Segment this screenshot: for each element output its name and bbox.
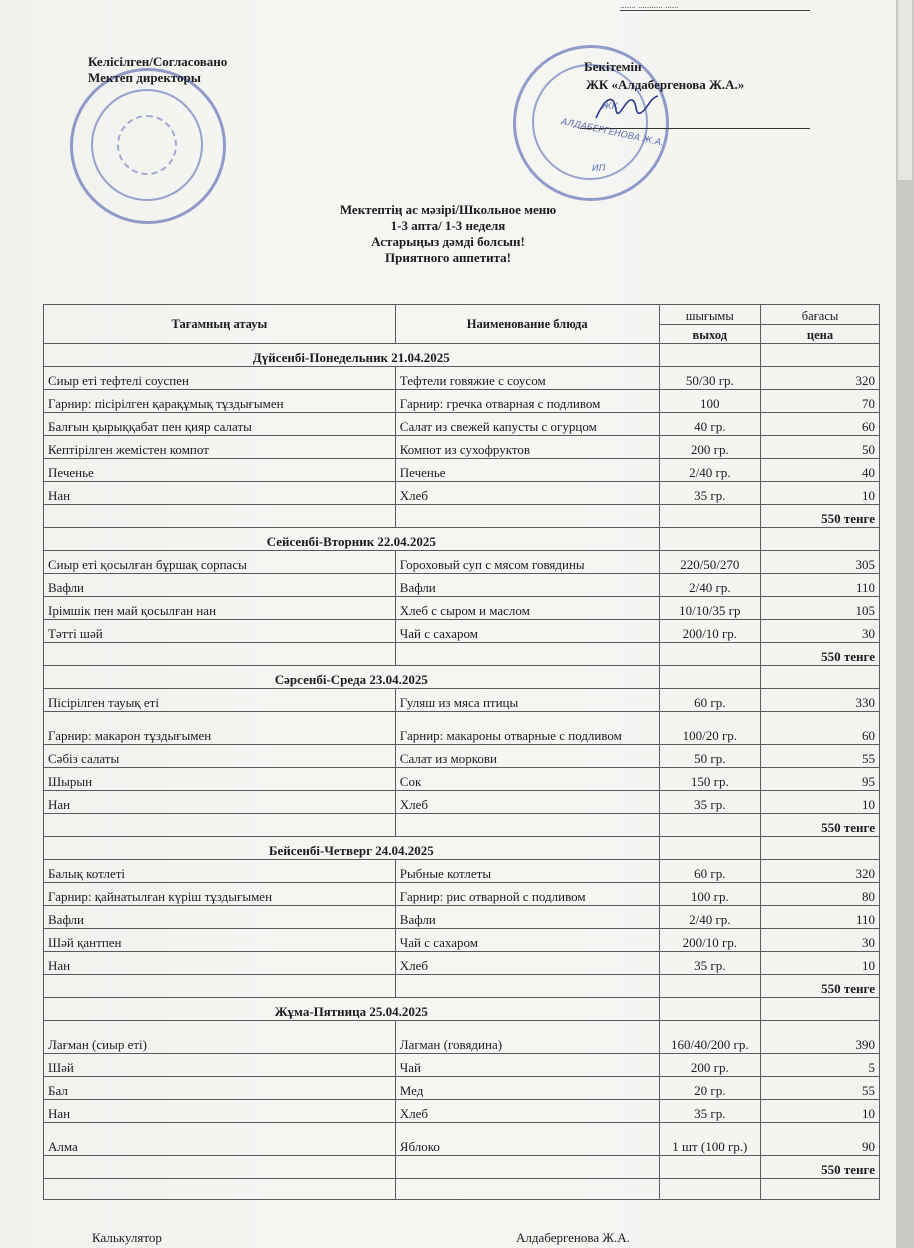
signature-line <box>580 128 810 129</box>
blank-row <box>44 1179 880 1200</box>
empty-cell <box>659 666 760 689</box>
dish-name-ru: Печенье <box>395 459 659 482</box>
dish-name-ru: Хлеб <box>395 1100 659 1123</box>
dish-name-kz: Печенье <box>44 459 396 482</box>
header-name-ru: Наименование блюда <box>395 305 659 344</box>
dish-name-kz: Нан <box>44 791 396 814</box>
empty-cell <box>659 505 760 528</box>
header-price-kz: бағасы <box>761 305 880 325</box>
dish-name-kz: Гарнир: қайнатылған күріш тұздығымен <box>44 883 396 906</box>
empty-cell <box>761 1179 880 1200</box>
dish-name-kz: Балық котлеті <box>44 860 396 883</box>
table-row <box>44 712 880 745</box>
dish-name-ru: Яблоко <box>395 1123 659 1156</box>
day-total: 550 тенге <box>761 1156 880 1179</box>
dish-output: 160/40/200 гр. <box>659 1021 760 1054</box>
dish-name-kz: Тәтті шәй <box>44 620 396 643</box>
dish-name-ru: Вафли <box>395 906 659 929</box>
dish-price: 50 <box>761 436 880 459</box>
empty-cell <box>44 505 396 528</box>
dish-price: 40 <box>761 459 880 482</box>
dish-output: 35 гр. <box>659 1100 760 1123</box>
dish-output: 35 гр. <box>659 952 760 975</box>
top-fragment-text: ....... ........... ...... <box>620 0 810 11</box>
dish-name-kz: Вафли <box>44 906 396 929</box>
dish-name-ru: Компот из сухофруктов <box>395 436 659 459</box>
empty-cell <box>659 837 760 860</box>
dish-name-ru: Вафли <box>395 574 659 597</box>
dish-output: 220/50/270 <box>659 551 760 574</box>
day-total-row <box>44 643 880 666</box>
approval-right <box>580 58 744 94</box>
day-total: 550 тенге <box>761 505 880 528</box>
empty-cell <box>44 643 396 666</box>
table-row <box>44 459 880 482</box>
table-row <box>44 745 880 768</box>
dish-name-kz: Вафли <box>44 574 396 597</box>
approval-left <box>88 54 227 86</box>
dish-name-kz: Шәй <box>44 1054 396 1077</box>
dish-name-ru: Салат из свежей капусты с огурцом <box>395 413 659 436</box>
empty-cell <box>761 998 880 1021</box>
approval-left-line1: Келісілген/Согласовано <box>88 54 228 69</box>
stamp-text-name: АЛДАБЕРГЕНОВА Ж.А. <box>560 117 665 149</box>
approval-right-line2: ЖК «Алдабергенова Ж.А.» <box>586 77 745 92</box>
dish-price: 10 <box>761 482 880 505</box>
dish-name-kz: Бал <box>44 1077 396 1100</box>
dish-output: 50/30 гр. <box>659 367 760 390</box>
dish-output: 60 гр. <box>659 689 760 712</box>
empty-cell <box>395 814 659 837</box>
stamp-text-ip: ИП <box>592 164 606 174</box>
dish-name-ru: Хлеб <box>395 482 659 505</box>
dish-output: 200/10 гр. <box>659 929 760 952</box>
day-total: 550 тенге <box>761 975 880 998</box>
empty-cell <box>659 814 760 837</box>
dish-price: 30 <box>761 620 880 643</box>
dish-price: 70 <box>761 390 880 413</box>
table-row <box>44 620 880 643</box>
day-header-row <box>44 344 880 367</box>
signature-icon <box>592 88 662 128</box>
day-title: Дүйсенбі-Понедельник 21.04.2025 <box>44 344 660 367</box>
dish-output: 2/40 гр. <box>659 574 760 597</box>
dish-output: 60 гр. <box>659 860 760 883</box>
empty-cell <box>761 344 880 367</box>
day-header-row <box>44 528 880 551</box>
dish-name-kz: Сәбіз салаты <box>44 745 396 768</box>
dish-name-ru: Хлеб <box>395 952 659 975</box>
dish-price: 95 <box>761 768 880 791</box>
dish-name-ru: Чай с сахаром <box>395 620 659 643</box>
dish-name-kz: Шәй қантпен <box>44 929 396 952</box>
table-row <box>44 574 880 597</box>
title-line3: Астарыңыз дәмді болсын! <box>371 234 525 249</box>
day-total: 550 тенге <box>761 814 880 837</box>
dish-price: 60 <box>761 413 880 436</box>
header-price-ru: цена <box>761 325 880 344</box>
dish-name-ru: Гарнир: макароны отварные с подливом <box>395 712 659 745</box>
empty-cell <box>761 837 880 860</box>
dish-output: 200 гр. <box>659 436 760 459</box>
table-row <box>44 367 880 390</box>
dish-output: 100 <box>659 390 760 413</box>
dish-name-kz: Лағман (сиыр еті) <box>44 1021 396 1054</box>
table-row <box>44 1123 880 1156</box>
empty-cell <box>659 975 760 998</box>
dish-price: 55 <box>761 1077 880 1100</box>
menu-table <box>43 304 880 1200</box>
dish-price: 10 <box>761 791 880 814</box>
stamp-text-zhk: ЖК <box>602 102 619 112</box>
empty-cell <box>395 1179 659 1200</box>
school-stamp-left <box>70 68 226 224</box>
table-row <box>44 1100 880 1123</box>
table-row <box>44 791 880 814</box>
dish-name-kz: Гарнир: пісірілген қарақұмық тұздығымен <box>44 390 396 413</box>
dish-output: 40 гр. <box>659 413 760 436</box>
empty-cell <box>659 1179 760 1200</box>
dish-name-kz: Нан <box>44 952 396 975</box>
footer-calculator: Калькулятор <box>92 1230 162 1245</box>
dish-name-ru: Хлеб с сыром и маслом <box>395 597 659 620</box>
day-total-row <box>44 505 880 528</box>
dish-name-ru: Хлеб <box>395 791 659 814</box>
dish-name-ru: Гуляш из мяса птицы <box>395 689 659 712</box>
table-row <box>44 482 880 505</box>
dish-name-ru: Лагман (говядина) <box>395 1021 659 1054</box>
table-row <box>44 390 880 413</box>
header-output-kz: шығымы <box>659 305 760 325</box>
dish-name-kz: Ірімшік пен май қосылған нан <box>44 597 396 620</box>
empty-cell <box>659 344 760 367</box>
empty-cell <box>44 814 396 837</box>
dish-output: 2/40 гр. <box>659 906 760 929</box>
dish-name-kz: Алма <box>44 1123 396 1156</box>
dish-price: 390 <box>761 1021 880 1054</box>
dish-output: 200 гр. <box>659 1054 760 1077</box>
title-line2: 1-3 апта/ 1-3 неделя <box>390 218 506 233</box>
day-total-row <box>44 975 880 998</box>
dish-name-kz: Пісірілген тауық еті <box>44 689 396 712</box>
table-row <box>44 689 880 712</box>
dish-output: 50 гр. <box>659 745 760 768</box>
stamp-emblem <box>117 115 177 175</box>
dish-price: 305 <box>761 551 880 574</box>
empty-cell <box>395 643 659 666</box>
dish-name-kz: Нан <box>44 1100 396 1123</box>
day-title: Бейсенбі-Четверг 24.04.2025 <box>44 837 660 860</box>
header-name-kz: Тағамның атауы <box>44 305 396 344</box>
empty-cell <box>44 1156 396 1179</box>
dish-output: 100 гр. <box>659 883 760 906</box>
dish-price: 330 <box>761 689 880 712</box>
day-total-row <box>44 814 880 837</box>
dish-price: 30 <box>761 929 880 952</box>
dish-price: 80 <box>761 883 880 906</box>
dish-name-kz: Балғын қырыққабат пен қияр салаты <box>44 413 396 436</box>
table-row <box>44 1054 880 1077</box>
empty-cell <box>44 975 396 998</box>
dish-name-ru: Рыбные котлеты <box>395 860 659 883</box>
dish-name-kz: Гарнир: макарон тұздығымен <box>44 712 396 745</box>
dish-output: 10/10/35 гр <box>659 597 760 620</box>
table-row <box>44 768 880 791</box>
dish-price: 105 <box>761 597 880 620</box>
footer-signatory: Алдабергенова Ж.А. <box>516 1230 630 1245</box>
dish-output: 35 гр. <box>659 482 760 505</box>
header-output-ru: выход <box>659 325 760 344</box>
page-title <box>0 202 896 266</box>
dish-price: 90 <box>761 1123 880 1156</box>
dish-name-kz: Сиыр еті тефтелі соуспен <box>44 367 396 390</box>
empty-cell <box>761 666 880 689</box>
day-title: Жұма-Пятница 25.04.2025 <box>44 998 660 1021</box>
dish-name-ru: Салат из моркови <box>395 745 659 768</box>
table-row <box>44 413 880 436</box>
day-header-row <box>44 666 880 689</box>
empty-cell <box>395 975 659 998</box>
dish-name-ru: Гороховый суп с мясом говядины <box>395 551 659 574</box>
day-total: 550 тенге <box>761 643 880 666</box>
dish-price: 10 <box>761 952 880 975</box>
empty-cell <box>659 643 760 666</box>
dish-output: 20 гр. <box>659 1077 760 1100</box>
dish-name-ru: Гарнир: гречка отварная с подливом <box>395 390 659 413</box>
empty-cell <box>659 998 760 1021</box>
title-line1: Мектептің ас мәзірі/Школьное меню <box>339 202 557 217</box>
dish-name-ru: Гарнир: рис отварной с подливом <box>395 883 659 906</box>
dish-price: 60 <box>761 712 880 745</box>
day-total-row <box>44 1156 880 1179</box>
day-header-row <box>44 837 880 860</box>
table-row <box>44 436 880 459</box>
dish-output: 35 гр. <box>659 791 760 814</box>
dish-name-kz: Шырын <box>44 768 396 791</box>
empty-cell <box>44 1179 396 1200</box>
dish-price: 110 <box>761 574 880 597</box>
empty-cell <box>395 505 659 528</box>
dish-output: 2/40 гр. <box>659 459 760 482</box>
dish-price: 320 <box>761 367 880 390</box>
empty-cell <box>659 1156 760 1179</box>
day-title: Сейсенбі-Вторник 22.04.2025 <box>44 528 660 551</box>
dish-output: 150 гр. <box>659 768 760 791</box>
day-title: Сәрсенбі-Среда 23.04.2025 <box>44 666 660 689</box>
dish-name-kz: Нан <box>44 482 396 505</box>
dish-output: 1 шт (100 гр.) <box>659 1123 760 1156</box>
dish-price: 10 <box>761 1100 880 1123</box>
dish-price: 5 <box>761 1054 880 1077</box>
dish-name-ru: Чай с сахаром <box>395 929 659 952</box>
empty-cell <box>395 1156 659 1179</box>
dish-name-ru: Тефтели говяжие с соусом <box>395 367 659 390</box>
table-row <box>44 883 880 906</box>
dish-name-kz: Сиыр еті қосылған бұршақ сорпасы <box>44 551 396 574</box>
dish-price: 110 <box>761 906 880 929</box>
table-row <box>44 1021 880 1054</box>
dish-output: 100/20 гр. <box>659 712 760 745</box>
title-line4: Приятного аппетита! <box>385 250 511 265</box>
dish-name-ru: Сок <box>395 768 659 791</box>
table-row <box>44 929 880 952</box>
dish-output: 200/10 гр. <box>659 620 760 643</box>
table-row <box>44 860 880 883</box>
table-row <box>44 952 880 975</box>
table-row <box>44 551 880 574</box>
table-row <box>44 1077 880 1100</box>
dish-price: 55 <box>761 745 880 768</box>
empty-cell <box>761 528 880 551</box>
approval-right-line1: Бекітемін <box>584 59 642 74</box>
dish-name-ru: Чай <box>395 1054 659 1077</box>
approval-left-line2: Мектеп директоры <box>88 70 201 85</box>
empty-cell <box>659 528 760 551</box>
dish-price: 320 <box>761 860 880 883</box>
table-row <box>44 906 880 929</box>
adjacent-sheet <box>898 0 912 180</box>
background-edge <box>896 0 914 1248</box>
table-row <box>44 597 880 620</box>
dish-name-ru: Мед <box>395 1077 659 1100</box>
dish-name-kz: Кептірілген жемістен компот <box>44 436 396 459</box>
day-header-row <box>44 998 880 1021</box>
